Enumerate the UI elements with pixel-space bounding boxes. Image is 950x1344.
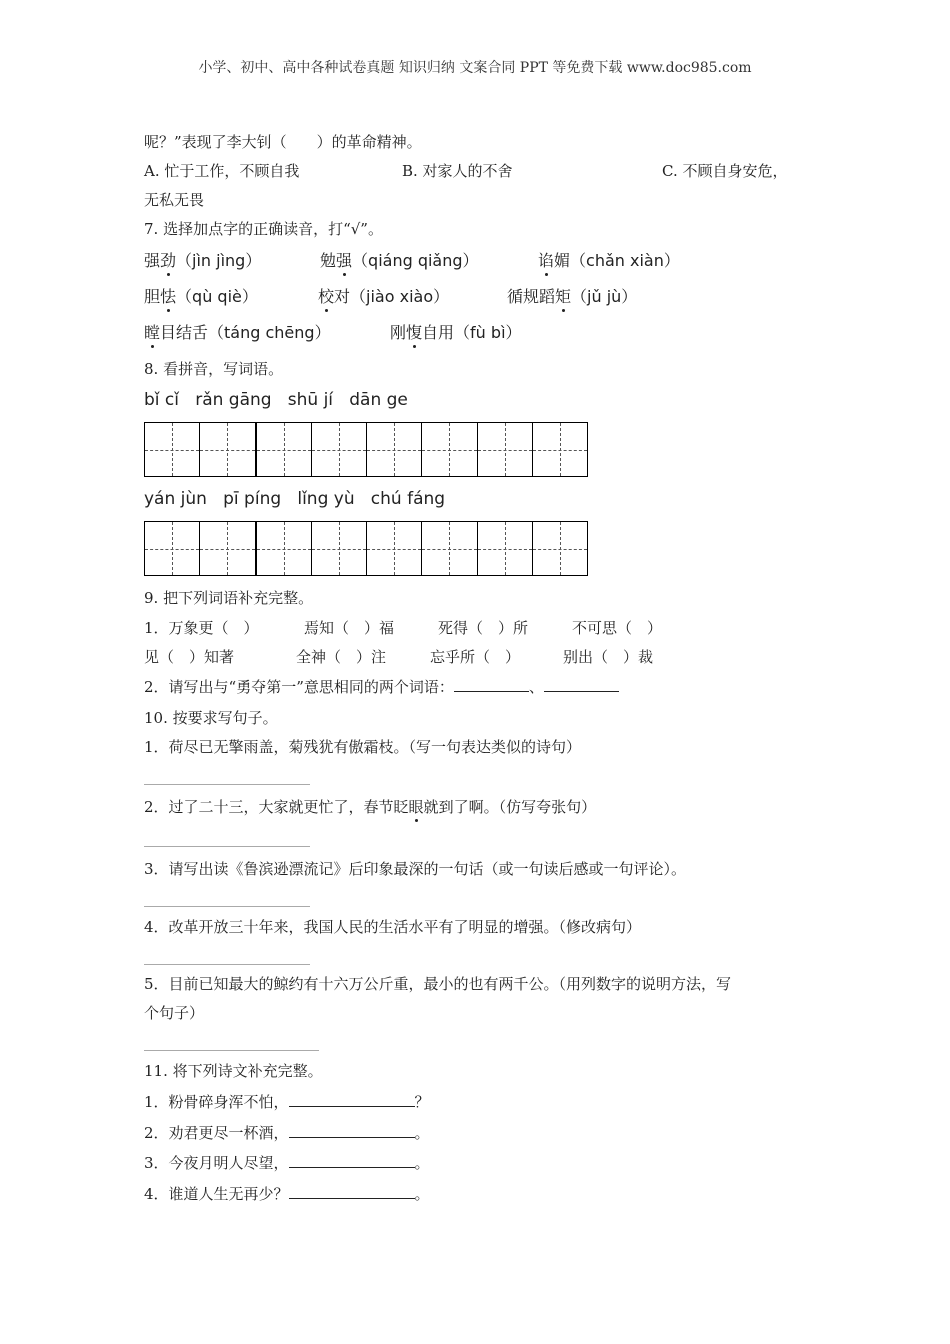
emphasis-char: 劲	[160, 251, 177, 270]
answer-blank[interactable]	[289, 1092, 415, 1107]
answer-blank[interactable]	[289, 1123, 415, 1138]
answer-line[interactable]	[144, 1050, 319, 1051]
answer-line[interactable]	[144, 784, 310, 785]
q9-idiom: 1．万象更（ ）	[144, 619, 259, 637]
q10-sentence-5: 5．目前已知最大的鲸约有十六万公斤重，最小的也有两千公。（用列数字的说明方法，写	[144, 975, 732, 993]
q6-option-a: A. 忙于工作，不顾自我	[144, 162, 300, 180]
grid-cell[interactable]	[257, 423, 312, 476]
q9-idiom: 忘乎所（ ）	[430, 648, 521, 666]
q9-synonym-question: 2．请写出与“勇夺第一”意思相同的两个词语： 、	[144, 677, 619, 697]
answer-line[interactable]	[144, 846, 310, 847]
q8-pinyin-row2: yán jùn pī píng lǐng yù chú fáng	[144, 489, 446, 509]
q6-stem-tail: 呢？”表现了李大钊（ ）的革命精神。	[144, 133, 422, 151]
grid-cell[interactable]	[367, 522, 422, 575]
q10-sentence-1: 1．荷尽已无擎雨盖，菊残犹有傲霜枝。（写一句表达类似的诗句）	[144, 738, 582, 756]
grid-cell[interactable]	[145, 522, 200, 575]
q10-sentence-3: 3．请写出读《鲁滨逊漂流记》后印象最深的一句话（或一句读后感或一句评论）。	[144, 860, 687, 878]
q10-sentence-5-cont: 个句子）	[144, 1004, 205, 1022]
q6-option-c: C. 不顾自身安危，	[662, 162, 788, 180]
q9-title: 9. 把下列词语补充完整。	[144, 589, 314, 607]
grid-cell[interactable]	[533, 423, 587, 476]
grid-cell[interactable]	[312, 522, 367, 575]
grid-cell[interactable]	[312, 423, 367, 476]
q10-title: 10. 按要求写句子。	[144, 709, 278, 727]
grid-cell[interactable]	[200, 423, 256, 476]
grid-cell[interactable]	[257, 522, 312, 575]
q9-idiom: 见（ ）知著	[144, 648, 235, 666]
emphasis-char: 瞠	[144, 323, 161, 342]
emphasis-char: 愎	[406, 323, 423, 342]
q10-sentence-2: 2．过了二十三，大家就更忙了，春节眨眼就到了啊。（仿写夸张句）	[144, 798, 597, 816]
grid-cell[interactable]	[145, 423, 200, 476]
q7-item: 瞠目结舌（táng chēng）	[144, 323, 331, 342]
grid-cell[interactable]	[367, 423, 422, 476]
q11-line: 4．谁道人生无再少？ 。	[144, 1185, 430, 1203]
answer-blank[interactable]	[289, 1153, 415, 1168]
writing-grid-row2[interactable]	[144, 521, 588, 576]
answer-line[interactable]	[144, 964, 310, 965]
q11-title: 11. 将下列诗文补充完整。	[144, 1062, 323, 1080]
q7-item: 谄媚（chǎn xiàn）	[538, 251, 680, 270]
answer-blank[interactable]	[289, 1184, 415, 1199]
q7-item: 胆怯（qù qiè）	[144, 287, 258, 306]
grid-cell[interactable]	[478, 423, 533, 476]
q11-line: 3．今夜月明人尽望， 。	[144, 1154, 430, 1172]
grid-cell[interactable]	[478, 522, 533, 575]
answer-blank[interactable]	[454, 677, 529, 692]
q8-pinyin-row1: bǐ cǐ rǎn gāng shū jí dān ge	[144, 390, 408, 410]
q7-title: 7. 选择加点字的正确读音，打“√”。	[144, 220, 383, 238]
q7-item: 强劲（jìn jìng）	[144, 251, 262, 270]
page-header: 小学、初中、高中各种试卷真题 知识归纳 文案合同 PPT 等免费下载 www.doc985.com	[198, 60, 752, 76]
q7-item: 刚愎自用（fù bì）	[390, 323, 522, 342]
grid-cell[interactable]	[200, 522, 256, 575]
writing-grid-row1[interactable]	[144, 422, 588, 477]
q10-sentence-4: 4．改革开放三十年来，我国人民的生活水平有了明显的增强。（修改病句）	[144, 918, 642, 936]
q11-line: 2．劝君更尽一杯酒， 。	[144, 1124, 430, 1142]
q9-idiom: 死得（ ）所	[438, 619, 529, 637]
emphasis-char: 矩	[555, 287, 572, 306]
grid-cell[interactable]	[422, 522, 477, 575]
q7-item: 勉强（qiáng qiǎng）	[320, 251, 479, 270]
answer-blank[interactable]	[544, 677, 619, 692]
emphasis-char: 强	[336, 251, 353, 270]
emphasis-text: 眨眼就	[393, 798, 439, 816]
emphasis-char: 怯	[160, 287, 177, 306]
answer-line[interactable]	[144, 906, 310, 907]
q9-idiom: 不可思（ ）	[572, 619, 663, 637]
grid-cell[interactable]	[422, 423, 477, 476]
grid-cell[interactable]	[533, 522, 587, 575]
q8-title: 8. 看拼音，写词语。	[144, 360, 284, 378]
q7-item: 校对（jiào xiào）	[318, 287, 450, 306]
emphasis-char: 校	[318, 287, 335, 306]
q11-line: 1．粉骨碎身浑不怕， ？	[144, 1093, 430, 1111]
q7-item: 循规蹈矩（jǔ jù）	[507, 287, 638, 306]
q6-option-b: B. 对家人的不舍	[402, 162, 513, 180]
q9-idiom: 焉知（ ）福	[304, 619, 395, 637]
q6-option-c-cont: 无私无畏	[144, 191, 205, 209]
q9-idiom: 别出（ ）裁	[563, 648, 654, 666]
q9-idiom: 全神（ ）注	[296, 648, 387, 666]
emphasis-char: 谄	[538, 251, 555, 270]
